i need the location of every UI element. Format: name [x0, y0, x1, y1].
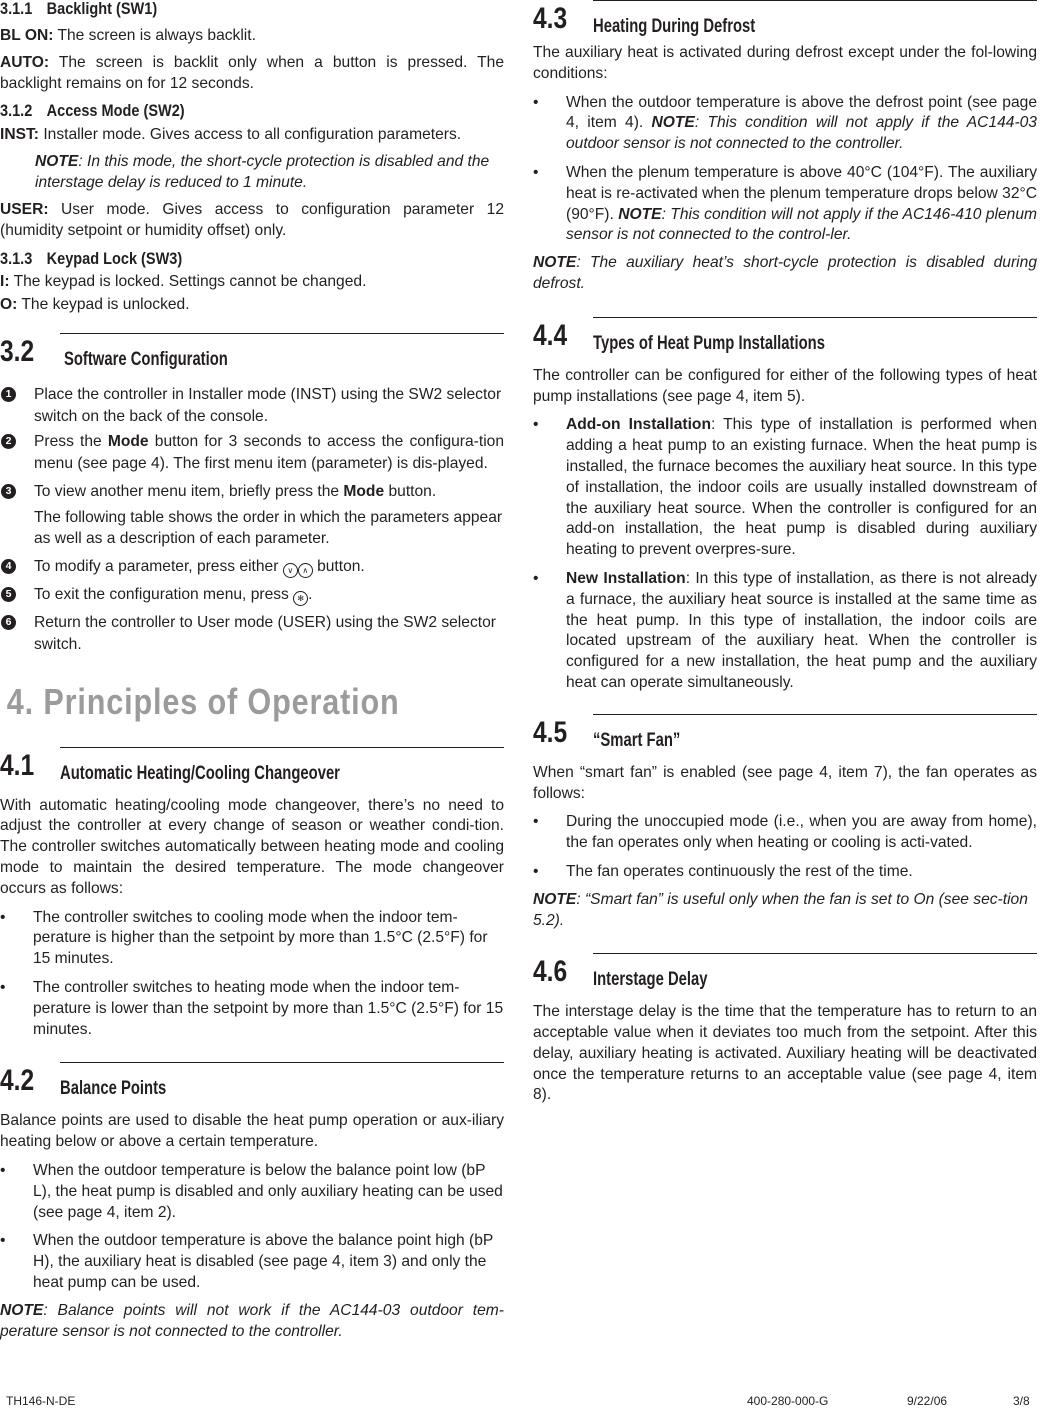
step-text: button. — [312, 557, 365, 575]
step-4 — [0, 556, 504, 578]
heading-4-1 — [0, 747, 504, 787]
bullet-item — [0, 978, 504, 1040]
auto-text: The screen is backlit only when a button is pressed. The backlight remains on for 12 seconds. — [0, 53, 504, 92]
paragraph-4-4: The controller can be configured for either of the following types of heat pump installations (see page 4, item 5). — [533, 366, 1037, 405]
bullet-text: : This type of installation is performed when adding a heat pump to an existing furnace. When the heat pump is installed, the furnace becomes the auxiliary heat source. In this type of installation, the indoor coils are usually installed downstream of the auxiliary heat source. When the controller is configured for an add-on installation, the heat pump is disabled during auxiliary heating to prevent overpres-sure. — [566, 416, 1038, 559]
auto-label: AUTO: — [0, 53, 50, 71]
bullet-marker: • — [533, 862, 539, 880]
section-title: Types of Heat Pump Installations — [593, 332, 825, 354]
heading-number: 3.1.2 — [0, 102, 33, 121]
inst-paragraph — [0, 125, 504, 146]
note-text: : This condition will not apply if the AC146-410 plenum sensor is not connected to the control-ler. — [566, 205, 1037, 244]
bullet-item — [533, 163, 1037, 246]
section-title: Automatic Heating/Cooling Changeover — [60, 762, 340, 784]
step-text: To exit the configuration menu, press — [34, 585, 294, 603]
fan-button-icon: ✻ — [293, 591, 308, 606]
bullet-text: When the plenum temperature is above 40°C (104°F). The auxiliary heat is re-activated when the plenum temperature drops below 32°C (90°F). — [566, 163, 1037, 223]
bullet-text: During the unoccupied mode (i.e., when you are away from home), the fan operates only when heating or cooling is acti-vated. — [566, 813, 1037, 852]
bullet-label: New Installation — [566, 569, 686, 587]
bullet-text: When the outdoor temperature is above the defrost point (see page 4, item 4). — [566, 93, 1037, 132]
lock-i-paragraph — [0, 272, 504, 293]
paragraph-4-5: When “smart fan” is enabled (see page 4, item 7), the fan operates as follows: — [533, 763, 1037, 802]
bullet-marker: • — [533, 163, 539, 181]
bullet-item — [0, 1161, 504, 1223]
note-label: NOTE — [533, 254, 577, 272]
bullet-text: : In this type of installation, as there is not already a furnace, the auxiliary heat source is installed at the same time as the heat pump. In this type of installation, the indoor coils are located upstream of the auxiliary heat. When the controller is configured for a new installation, the heat pump and the auxiliary heat can operate simultaneously. — [566, 569, 1037, 691]
heading-3-1-2 — [0, 101, 444, 121]
section-rule — [60, 333, 504, 334]
paragraph-4-6: The interstage delay is the time that the temperature has to return to an acceptable value when it deviates too much from the setpoint. After this delay, auxiliary heating is activated. Auxiliary heating will be deactivated once the temperature returns to an acceptable value (see page 4, item 8). — [533, 1003, 1037, 1104]
footer-date: 9/22/06 — [907, 1394, 948, 1408]
section-rule — [593, 317, 1037, 318]
step-text: button. — [384, 482, 437, 500]
step-number-icon: 4 — [1, 559, 16, 574]
note-text: : In this mode, the short-cycle protection is disabled and the interstage delay is reduced to 1 minute. — [35, 153, 490, 191]
note-4-2 — [0, 1301, 504, 1343]
bullet-marker: • — [533, 569, 539, 587]
section-number: 4.4 — [533, 318, 568, 352]
bullet-label: Add-on Installation — [566, 416, 711, 434]
step-2 — [0, 431, 504, 475]
section-number: 4.1 — [0, 748, 35, 782]
step-text: . — [308, 585, 313, 603]
step-1 — [0, 384, 504, 428]
bullet-marker: • — [0, 1232, 6, 1250]
bullet-marker: • — [533, 93, 539, 111]
note-text: : The auxiliary heat’s short-cycle protection is disabled during defrost. — [533, 254, 1037, 292]
bullet-item — [0, 908, 504, 970]
bullet-marker: • — [0, 978, 6, 996]
note-label: NOTE — [618, 205, 662, 223]
section-number: 4.2 — [0, 1064, 35, 1098]
step-3-detail — [0, 508, 504, 550]
note-text: : Balance points will not work if the AC144-03 outdoor tem-perature sensor is not connected to the controller. — [0, 1301, 504, 1340]
step-number-icon: 3 — [1, 484, 16, 499]
step-number-icon: 1 — [1, 387, 16, 402]
bullet-item — [533, 812, 1037, 854]
footer-doc-id: TH146-N-DE — [6, 1394, 76, 1408]
step-number-icon: 5 — [1, 587, 16, 602]
section-rule — [593, 953, 1037, 954]
lock-i-label: I: — [0, 273, 10, 291]
bl-on-text: The screen is always backlit. — [53, 27, 256, 44]
paragraph-4-1: With automatic heating/cooling mode changeover, there’s no need to adjust the controller at every change of season or weather condi-tion. The controller switches automatically between heating mode and cooling mode to maintain the desired temperature. The mode changeover occurs as follows: — [0, 796, 504, 897]
step-3 — [0, 481, 504, 503]
heading-4-4 — [533, 317, 1037, 357]
heading-title: Keypad Lock (SW3) — [46, 250, 183, 269]
step-text: button for 3 seconds to access the configura-tion menu (see page 4). The first menu item (parameter) is dis-played. — [34, 432, 504, 472]
section-title: Interstage Delay — [593, 969, 708, 991]
step-5 — [0, 584, 504, 606]
section-number: 3.2 — [0, 334, 35, 368]
bl-on-label: BL ON: — [0, 27, 54, 44]
bullet-text: When the outdoor temperature is below the balance point low (bP L), the heat pump is disabled and only auxiliary heating can be used (see page 4, item 2). — [33, 1161, 503, 1221]
step-text: To view another menu item, briefly press the — [34, 482, 344, 500]
note-label: NOTE — [533, 890, 577, 908]
heading-4-6 — [533, 953, 1037, 993]
note-4-3 — [533, 253, 1037, 295]
bullet-item — [533, 93, 1037, 155]
heading-3-1-1 — [0, 0, 444, 19]
note-4-5 — [533, 890, 1037, 932]
paragraph-4-3: The auxiliary heat is activated during defrost except under the fol-lowing conditions: — [533, 44, 1037, 82]
step-text: Place the controller in Installer mode (INST) using the SW2 selector switch on the back of the console. — [34, 385, 502, 425]
down-arrow-icon: ∨ — [283, 563, 298, 578]
note-label: NOTE — [35, 153, 79, 171]
mode-label: Mode — [107, 432, 149, 450]
heading-number: 3.1.3 — [0, 250, 33, 269]
section-title: Software Configuration — [64, 348, 228, 370]
note-label: NOTE — [0, 1301, 44, 1319]
section-number: 4.6 — [533, 955, 568, 989]
bullet-marker: • — [0, 908, 6, 926]
bullet-text: When the outdoor temperature is above the balance point high (bP H), the auxiliary heat is disabled (see page 4, item 3) and only the heat pump can be used. — [33, 1232, 494, 1291]
bullet-text: The controller switches to cooling mode when the indoor tem-perature is higher than the setpoint by more than 1.5°C (2.5°F) for 15 minutes. — [33, 908, 488, 968]
heading-3-2 — [0, 333, 504, 373]
bullet-text: The controller switches to heating mode when the indoor tem-perature is lower than the setpoint by more than 1.5°C (2.5°F) for 15 minutes. — [33, 978, 504, 1038]
user-text: User mode. Gives access to configuration parameter 12 (humidity setpoint or humidity offset) only. — [0, 200, 504, 239]
note-label: NOTE — [651, 114, 695, 132]
section-rule — [60, 1062, 504, 1063]
bullet-item — [533, 415, 1037, 561]
lock-o-label: O: — [0, 296, 18, 314]
step-number-icon: 6 — [1, 615, 16, 630]
right-column — [533, 0, 1037, 1106]
section-title: Balance Points — [60, 1078, 167, 1100]
section-number: 4.5 — [533, 715, 568, 749]
lock-o-paragraph — [0, 295, 504, 316]
section-rule — [60, 747, 504, 748]
bullet-marker: • — [533, 416, 539, 434]
inst-label: INST: — [0, 126, 39, 144]
step-text: Press the — [34, 432, 108, 450]
section-title: Heating During Defrost — [593, 16, 756, 37]
heading-4-5 — [533, 714, 1037, 754]
bullet-item — [0, 1231, 504, 1293]
heading-4-3 — [533, 0, 1037, 40]
section-rule — [593, 714, 1037, 715]
step-text: To modify a parameter, press either — [34, 557, 283, 575]
step-text: Return the controller to User mode (USER) using the SW2 selector switch. — [34, 613, 496, 653]
bullet-item — [533, 569, 1037, 694]
note-text: : “Smart fan” is useful only when the fan is set to On (see sec-tion 5.2). — [533, 890, 1028, 929]
section-number: 4.3 — [533, 2, 568, 35]
lock-o-text: The keypad is unlocked. — [17, 296, 190, 314]
auto-paragraph — [0, 53, 504, 95]
user-label: USER: — [0, 200, 49, 218]
user-paragraph — [0, 200, 504, 242]
section-rule — [593, 0, 1037, 1]
bullet-item — [533, 862, 1037, 883]
step-6 — [0, 612, 504, 656]
heading-number: 3.1.1 — [0, 0, 33, 18]
up-arrow-icon: ∧ — [298, 563, 313, 578]
mode-label: Mode — [343, 482, 385, 500]
bullet-marker: • — [533, 813, 539, 831]
chapter-title: 4. Principles of Operation — [6, 680, 400, 722]
left-column — [0, 0, 504, 1342]
heading-3-1-3 — [0, 249, 444, 269]
bl-on-paragraph — [0, 26, 504, 47]
step-text: The following table shows the order in which the parameters appear as well as a description of each parameter. — [34, 508, 503, 547]
heading-title: Access Mode (SW2) — [46, 102, 185, 121]
bullet-marker: • — [0, 1161, 6, 1179]
footer-part-number: 400-280-000-G — [747, 1394, 829, 1408]
section-title: “Smart Fan” — [593, 729, 681, 751]
heading-4-2 — [0, 1062, 504, 1102]
heading-title: Backlight (SW1) — [46, 0, 158, 18]
bullet-text: The fan operates continuously the rest of the time. — [566, 862, 913, 880]
footer-page-number: 3/8 — [1013, 1394, 1030, 1408]
lock-i-text: The keypad is locked. Settings cannot be changed. — [9, 273, 367, 291]
inst-note — [0, 152, 504, 194]
paragraph-4-2: Balance points are used to disable the heat pump operation or aux-iliary heating below or above a certain temperature. — [0, 1112, 504, 1151]
note-text: : This condition will not apply if the AC144-03 outdoor sensor is not connected to the controller. — [566, 114, 1037, 153]
inst-text: Installer mode. Gives access to all configuration parameters. — [38, 126, 462, 144]
step-number-icon: 2 — [1, 434, 16, 449]
